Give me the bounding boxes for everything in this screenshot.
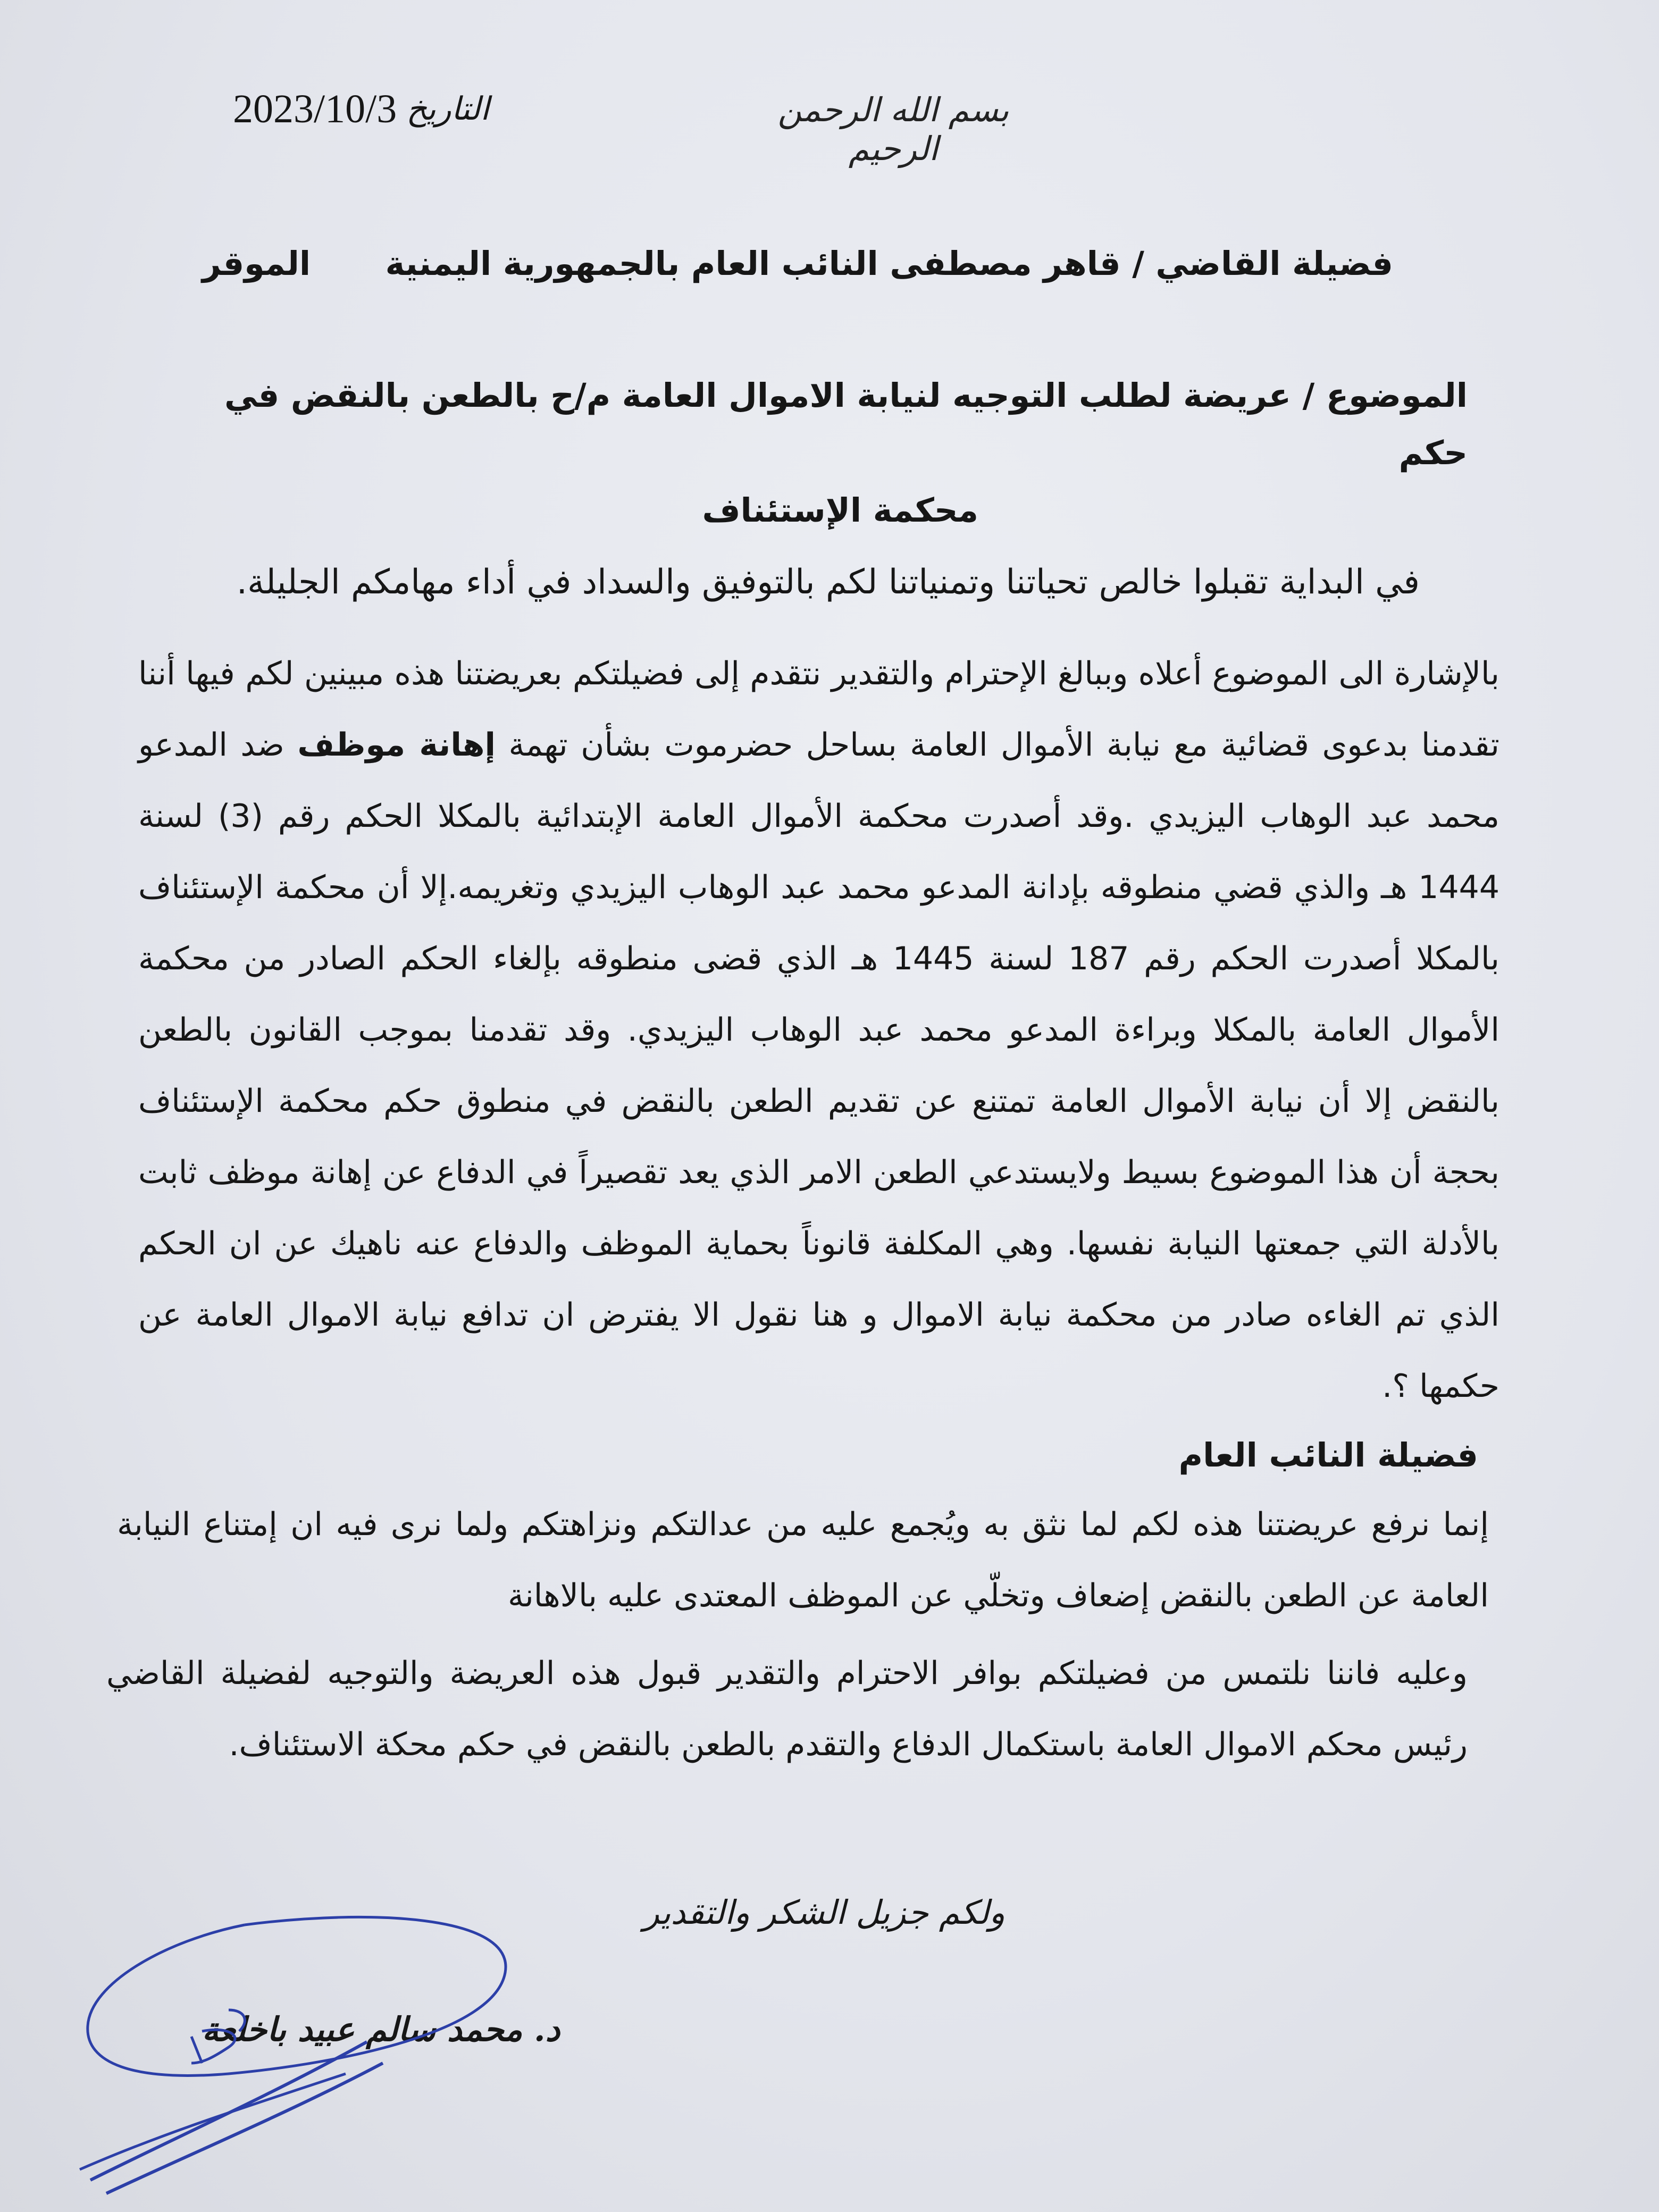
body-text-part1: بالإشارة الى الموضوع أعلاه وببالغ الإحترام والتقدير نتقدم إلى فضيلتكم بعريضتنا هذه مبينين لكم فيها أننا تقدمنا بدعوى قضائية مع نيابة الأموال العامة بساحل حضرموت بشأن تهمة: [138, 655, 1499, 764]
signer-name: د. محمد سالم عبيد باخلعة: [202, 2010, 560, 2049]
body-text-bold: إهانة موظف: [297, 726, 496, 764]
paragraph-2: إنما نرفع عريضتنا هذه لكم لما نثق به ويُجمع عليه من عدالتكم ونزاهتكم ولما نرى فيه ان إمتناع النيابة العامة عن الطعن بالنقض إضعاف وتخلّي عن الموظف المعتدى عليه بالاهانة: [117, 1506, 1489, 1614]
body-text-part2: ضد المدعو محمد عبد الوهاب اليزيدي .وقد أصدرت محكمة الأموال العامة الإبتدائية بالمكلا الحكم رقم (3) لسنة 1444 هـ والذي قضي منطوقه بإدانة المدعو محمد عبد الوهاب اليزيدي وتغريمه.إلا أن محكمة الإستئناف بالمكلا أصدرت الحكم رقم 187 لسنة 1445 هـ الذي قضى منطوقه بإلغاء الحكم الصادر من محكمة الأموال العامة بالمكلا وبراءة المدعو محمد عبد الوهاب اليزيدي. وقد تقدمنا بموجب القانون بالطعن بالنقض إلا أن نيابة الأموال العامة تمتنع عن تقديم الطعن بالنقض في منطوق حكم محكمة الإستئناف بحجة أن هذا الموضوع بسيط ولايستدعي الطعن الامر الذي يعد تقصيراً في الدفاع عن إهانة موظف ثابت بالأدلة التي جمعتها النيابة نفسها. وهي المكلفة قانوناً بحماية الموظف والدفاع عنه ناهيك عن ان الحكم الذي تم الغاءه صادر من محكمة نيابة الاموال و هنا نقول الا يفترض ان تدافع نيابة الاموال العامة عن حكمها ؟.: [138, 726, 1499, 1405]
date-label: التاريخ: [406, 90, 489, 128]
signature-mark: [191, 2010, 245, 2063]
subject-line-2: محكمة الإستئناف: [702, 491, 978, 530]
date-block: [191, 80, 489, 138]
subject-block: [202, 367, 1468, 530]
handwritten-signature: [69, 1904, 537, 2201]
signature-stroke-2: [106, 2063, 383, 2193]
signature-loop: [88, 1917, 506, 2075]
basmala: بسم الله الرحمن الرحيم: [777, 90, 1009, 168]
signature-stroke-1: [90, 2042, 367, 2180]
addressee-text: فضيلة القاضي / قاهر مصطفى النائب العام بالجمهورية اليمنية: [385, 244, 1393, 283]
greeting: في البداية تقبلوا خالص تحياتنا وتمنياتنا لكم بالتوفيق والسداد في أداء مهامكم الجليلة.: [236, 563, 1420, 602]
closing-line: ولكم جزيل الشكر والتقدير: [643, 1893, 1006, 1932]
date-value: 2023/10/3: [233, 86, 397, 131]
body-paragraph: [138, 638, 1499, 1414]
section-heading: فضيلة النائب العام: [1178, 1436, 1478, 1474]
addressee-line: [202, 234, 1393, 292]
paragraph-3: وعليه فاننا نلتمس من فضيلتكم بوافر الاحترام والتقدير قبول هذه العريضة والتوجيه لفضيلة القاضي رئيس محكم الاموال العامة باستكمال الدفاع والتقدم بالطعن بالنقض في حكم محكة الاستئناف.: [106, 1655, 1468, 1763]
addressee-honorific: الموقر: [202, 244, 311, 283]
subject-line-1: الموضوع / عريضة لطلب التوجيه لنيابة الاموال العامة م/ح بالطعن بالنقض في حكم: [224, 376, 1468, 472]
